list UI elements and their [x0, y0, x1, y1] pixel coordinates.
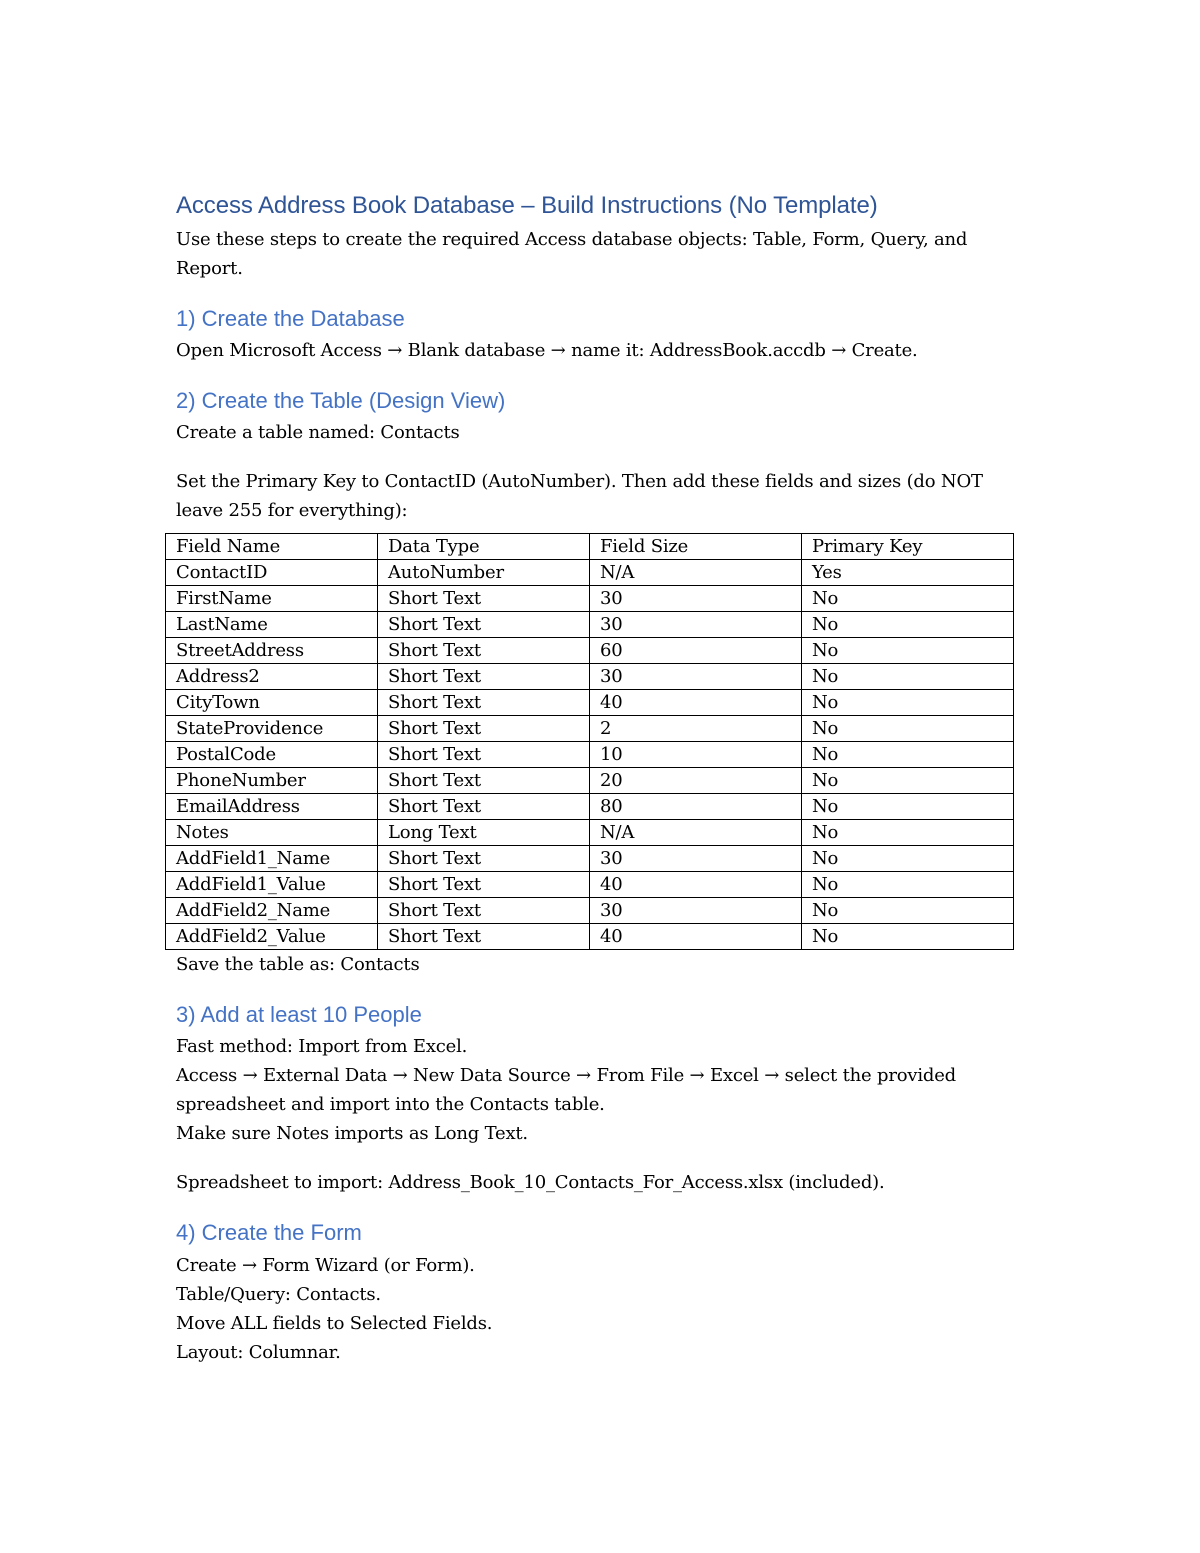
cell-primary-key: No — [802, 638, 1014, 664]
cell-field-size: 10 — [590, 742, 802, 768]
cell-field-size: 2 — [590, 716, 802, 742]
cell-primary-key: No — [802, 690, 1014, 716]
table-row — [166, 742, 1014, 768]
cell-field-name: StreetAddress — [166, 638, 378, 664]
form-wizard-line: Create → Form Wizard (or Form). — [176, 1255, 475, 1276]
table-row — [166, 560, 1014, 586]
section-heading-add-people: 3) Add at least 10 People — [176, 1002, 422, 1027]
cell-data-type: Short Text — [378, 690, 590, 716]
table-row — [166, 612, 1014, 638]
import-path-line: Access → External Data → New Data Source → From File → Excel → select the provided spreadsheet and import into the Contacts table. — [176, 1065, 956, 1115]
cell-data-type: Short Text — [378, 664, 590, 690]
cell-field-size: 80 — [590, 794, 802, 820]
cell-field-name: FirstName — [166, 586, 378, 612]
cell-field-name: Address2 — [166, 664, 378, 690]
cell-data-type: Short Text — [378, 586, 590, 612]
cell-field-name: PhoneNumber — [166, 768, 378, 794]
cell-data-type: Short Text — [378, 768, 590, 794]
cell-primary-key: No — [802, 846, 1014, 872]
cell-field-name: Notes — [166, 820, 378, 846]
cell-primary-key: No — [802, 612, 1014, 638]
intro-paragraph: Use these steps to create the required Access database objects: Table, Form, Query, and Report. — [176, 229, 968, 279]
cell-primary-key: No — [802, 794, 1014, 820]
cell-primary-key: No — [802, 664, 1014, 690]
cell-data-type: Short Text — [378, 898, 590, 924]
cell-field-size: 40 — [590, 690, 802, 716]
cell-primary-key: No — [802, 586, 1014, 612]
cell-field-name: ContactID — [166, 560, 378, 586]
section-heading-create-database: 1) Create the Database — [176, 306, 405, 331]
table-row — [166, 820, 1014, 846]
cell-data-type: AutoNumber — [378, 560, 590, 586]
table-row — [166, 794, 1014, 820]
cell-data-type: Long Text — [378, 820, 590, 846]
cell-data-type: Short Text — [378, 612, 590, 638]
cell-field-size: 40 — [590, 924, 802, 950]
cell-field-size: N/A — [590, 820, 802, 846]
cell-field-name: EmailAddress — [166, 794, 378, 820]
cell-primary-key: No — [802, 820, 1014, 846]
header-field-size: Field Size — [590, 534, 802, 560]
cell-field-name: PostalCode — [166, 742, 378, 768]
cell-field-name: AddField2_Name — [166, 898, 378, 924]
save-table-instruction: Save the table as: Contacts — [176, 954, 420, 975]
cell-field-name: CityTown — [166, 690, 378, 716]
cell-primary-key: No — [802, 768, 1014, 794]
cell-field-size: 30 — [590, 612, 802, 638]
create-database-step: Open Microsoft Access → Blank database → name it: AddressBook.accdb → Create. — [176, 340, 918, 361]
cell-data-type: Short Text — [378, 742, 590, 768]
table-header-row — [166, 534, 1014, 560]
cell-data-type: Short Text — [378, 872, 590, 898]
cell-field-size: 60 — [590, 638, 802, 664]
cell-primary-key: No — [802, 716, 1014, 742]
primary-key-instruction: Set the Primary Key to ContactID (AutoNumber). Then add these fields and sizes (do NOT leave 255 for everything): — [176, 471, 983, 521]
table-row — [166, 846, 1014, 872]
cell-field-name: LastName — [166, 612, 378, 638]
create-table-name-step: Create a table named: Contacts — [176, 422, 460, 443]
form-move-fields-line: Move ALL fields to Selected Fields. — [176, 1313, 493, 1334]
cell-primary-key: Yes — [802, 560, 1014, 586]
cell-field-size: 30 — [590, 898, 802, 924]
import-method-line: Fast method: Import from Excel. — [176, 1036, 468, 1057]
document-title: Access Address Book Database – Build Instructions (No Template) — [176, 192, 878, 219]
cell-data-type: Short Text — [378, 846, 590, 872]
cell-data-type: Short Text — [378, 794, 590, 820]
cell-field-name: StateProvidence — [166, 716, 378, 742]
cell-data-type: Short Text — [378, 924, 590, 950]
section-heading-create-table: 2) Create the Table (Design View) — [176, 388, 506, 413]
cell-primary-key: No — [802, 898, 1014, 924]
cell-primary-key: No — [802, 742, 1014, 768]
header-data-type: Data Type — [378, 534, 590, 560]
table-row — [166, 690, 1014, 716]
cell-field-name: AddField2_Value — [166, 924, 378, 950]
table-row — [166, 924, 1014, 950]
document-page — [176, 190, 1016, 1367]
notes-long-text-line: Make sure Notes imports as Long Text. — [176, 1123, 528, 1144]
table-row — [166, 586, 1014, 612]
cell-field-name: AddField1_Value — [166, 872, 378, 898]
table-row — [166, 872, 1014, 898]
field-definitions-table — [165, 533, 1014, 950]
cell-field-name: AddField1_Name — [166, 846, 378, 872]
cell-field-size: N/A — [590, 560, 802, 586]
table-row — [166, 898, 1014, 924]
table-row — [166, 768, 1014, 794]
cell-data-type: Short Text — [378, 638, 590, 664]
cell-field-size: 30 — [590, 664, 802, 690]
table-row — [166, 638, 1014, 664]
cell-field-size: 30 — [590, 586, 802, 612]
cell-field-size: 30 — [590, 846, 802, 872]
cell-data-type: Short Text — [378, 716, 590, 742]
table-row — [166, 716, 1014, 742]
cell-primary-key: No — [802, 872, 1014, 898]
header-primary-key: Primary Key — [802, 534, 1014, 560]
table-row — [166, 664, 1014, 690]
form-table-query-line: Table/Query: Contacts. — [176, 1284, 381, 1305]
section-heading-create-form: 4) Create the Form — [176, 1220, 362, 1245]
cell-field-size: 40 — [590, 872, 802, 898]
cell-field-size: 20 — [590, 768, 802, 794]
cell-primary-key: No — [802, 924, 1014, 950]
spreadsheet-filename-line: Spreadsheet to import: Address_Book_10_Contacts_For_Access.xlsx (included). — [176, 1172, 885, 1193]
form-layout-line: Layout: Columnar. — [176, 1342, 341, 1363]
header-field-name: Field Name — [166, 534, 378, 560]
